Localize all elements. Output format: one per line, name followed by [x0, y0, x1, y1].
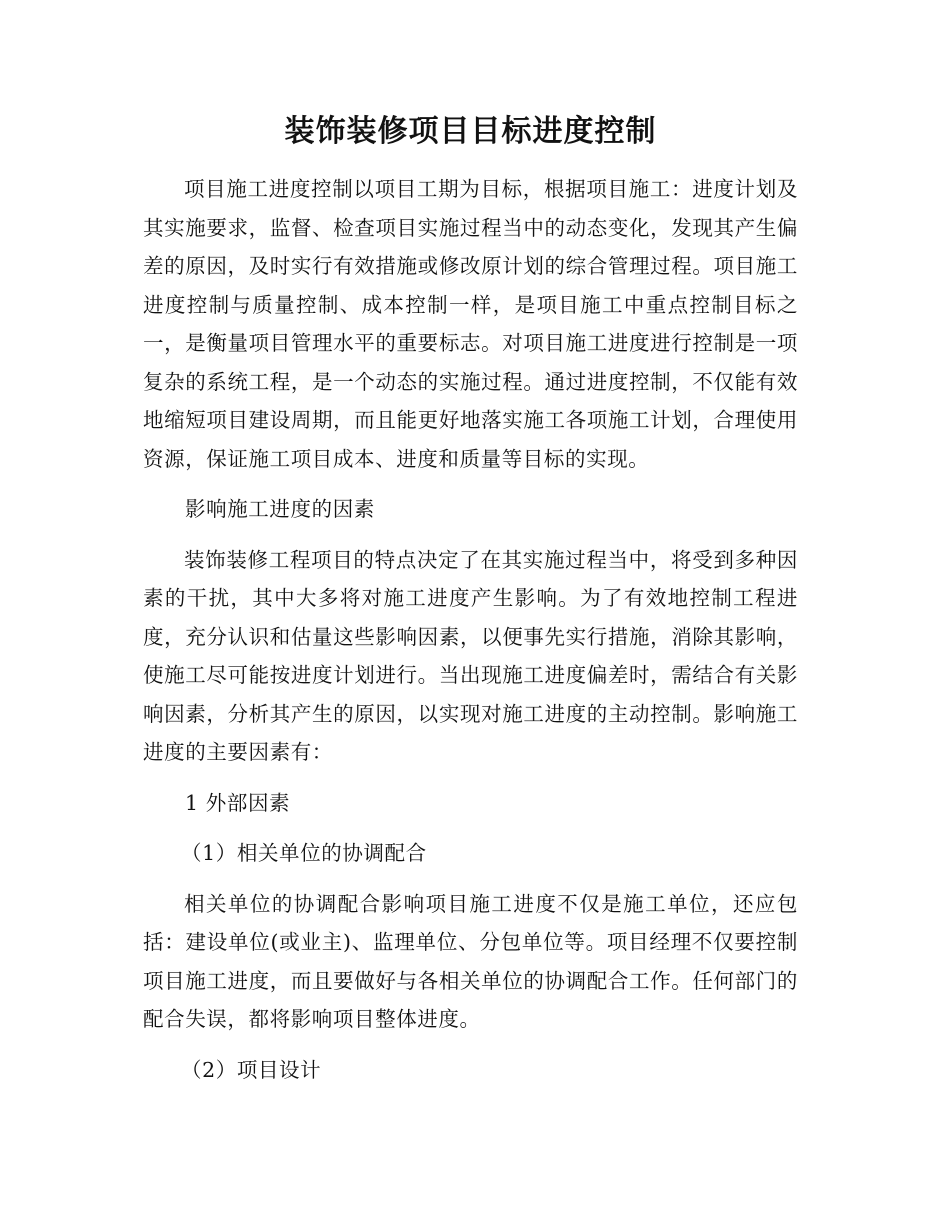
- document-page: [143, 108, 798, 1101]
- section-heading-factors: 影响施工进度的因素: [185, 497, 375, 521]
- section-heading-external: 1 外部因素: [185, 790, 291, 815]
- subsection-heading-design: （2）项目设计: [181, 1057, 322, 1082]
- paragraph-coordination: 相关单位的协调配合影响项目施工进度不仅是施工单位，还应包括：建设单位(或业主)、监理单位、分包单位等。项目经理不仅要控制项目施工进度，而且要做好与各相关单位的协调配合工作。任何部门的配合失误，都将影响项目整体进度。: [143, 891, 798, 1031]
- document-title: 装饰装修项目目标进度控制: [284, 114, 657, 149]
- paragraph-factors: 装饰装修工程项目的特点决定了在其实施过程当中，将受到多种因素的干扰，其中大多将对施工进度产生影响。为了有效地控制工程进度，充分认识和估量这些影响因素，以便事先实行措施，消除其影响，使施工尽可能按进度计划进行。当出现施工进度偏差时，需结合有关影响因素，分析其产生的原因，以实现对施工进度的主动控制。影响施工进度的主要因素有：: [143, 547, 798, 764]
- subsection-heading-coordination: （1）相关单位的协调配合: [181, 841, 427, 865]
- paragraph-intro: 项目施工进度控制以项目工期为目标，根据项目施工：进度计划及其实施要求，监督、检查项目实施过程当中的动态变化，发现其产生偏差的原因，及时实行有效措施或修改原计划的综合管理过程。项目施工进度控制与质量控制、成本控制一样，是项目施工中重点控制目标之一，是衡量项目管理水平的重要标志。对项目施工进度进行控制是一项复杂的系统工程，是一个动态的实施过程。通过进度控制，不仅能有效地缩短项目建设周期，而且能更好地落实施工各项施工计划，合理使用资源，保证施工项目成本、进度和质量等目标的实现。: [143, 177, 798, 471]
